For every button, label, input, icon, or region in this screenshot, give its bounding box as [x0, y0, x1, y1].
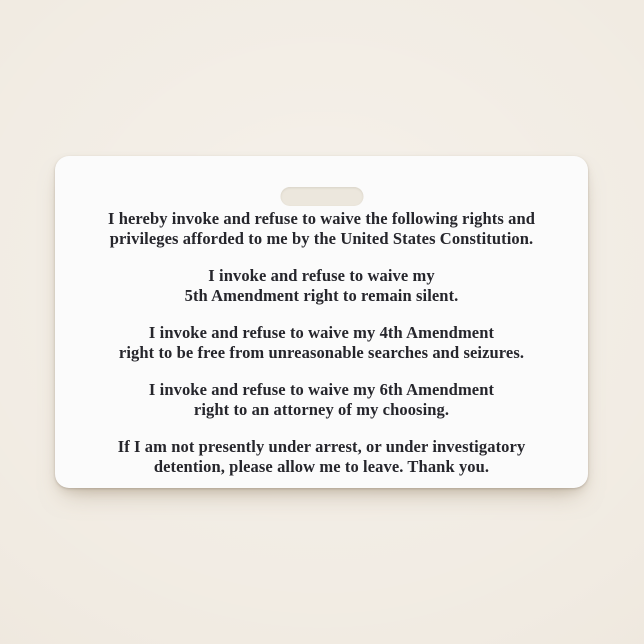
rights-paragraph-5th-amendment — [69, 266, 574, 306]
rights-paragraph-6th-amendment — [69, 380, 574, 420]
text-line: detention, please allow me to leave. Thank you. — [153, 457, 490, 476]
text-line: I invoke and refuse to waive my 6th Amendment — [148, 380, 495, 399]
text-line: 5th Amendment right to remain silent. — [184, 286, 459, 305]
rights-paragraph-4th-amendment — [69, 323, 574, 363]
text-line: privileges afforded to me by the United States Constitution. — [109, 229, 534, 248]
text-line: I hereby invoke and refuse to waive the following rights and — [107, 209, 536, 228]
text-line: If I am not presently under arrest, or under investigatory — [117, 437, 526, 456]
text-line: right to an attorney of my choosing. — [193, 400, 450, 419]
rights-badge-card — [55, 156, 588, 488]
rights-paragraph-preamble — [69, 209, 574, 249]
text-line: right to be free from unreasonable searches and seizures. — [118, 343, 525, 362]
rights-statement-text — [69, 209, 574, 477]
badge-slot-punch — [280, 187, 363, 206]
rights-paragraph-leave-request — [69, 437, 574, 477]
text-line: I invoke and refuse to waive my — [208, 266, 435, 285]
text-line: I invoke and refuse to waive my 4th Amendment — [148, 323, 495, 342]
